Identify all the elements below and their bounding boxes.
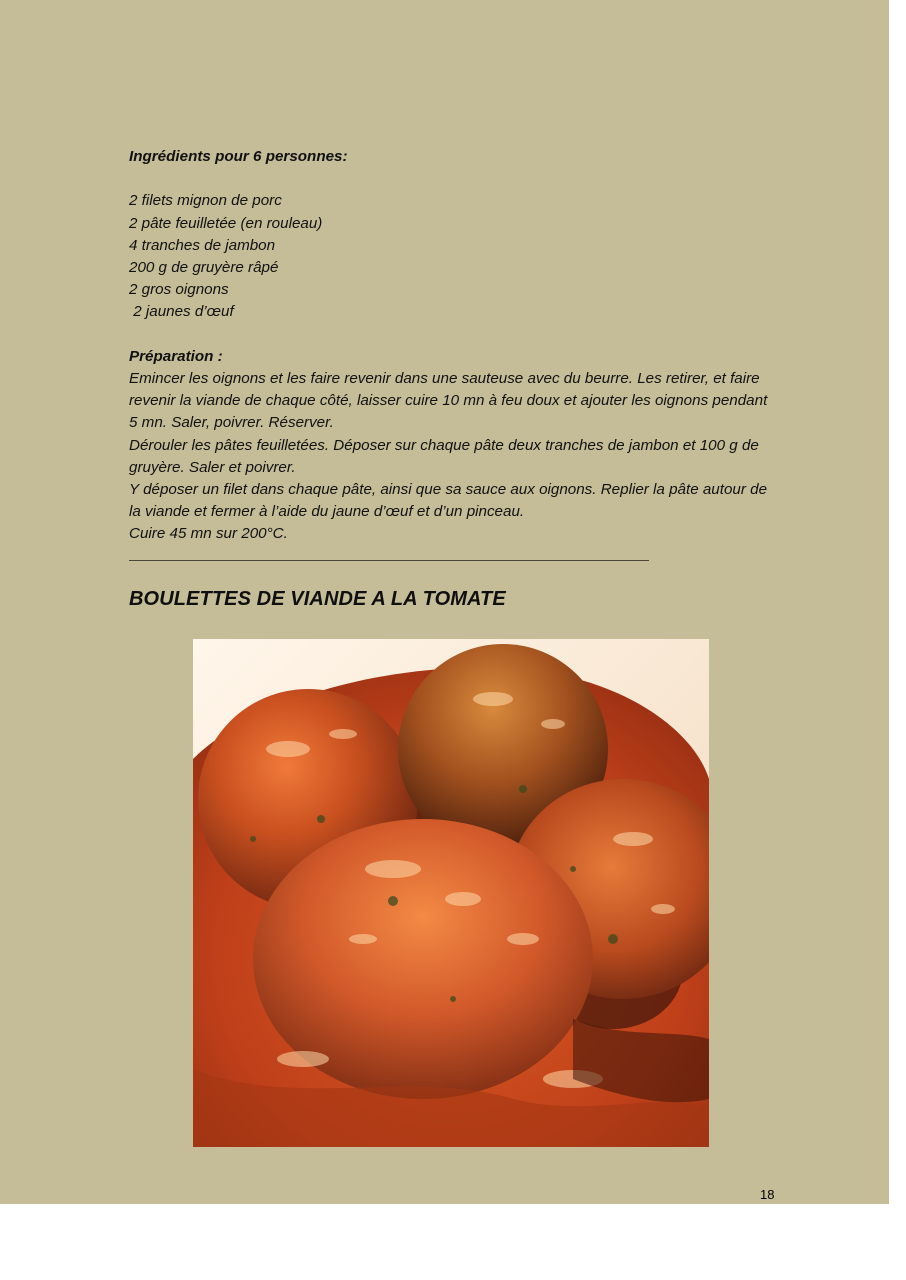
recipe-body bbox=[129, 146, 779, 546]
ingredient-item: 2 jaunes d’œuf bbox=[129, 303, 234, 321]
spacer bbox=[129, 168, 779, 190]
meatballs-illustration bbox=[193, 639, 709, 1147]
preparation-step: Cuire 45 mn sur 200°C. bbox=[129, 525, 288, 543]
spacer bbox=[129, 324, 779, 346]
section-divider bbox=[129, 560, 649, 561]
meatballs-photo bbox=[193, 639, 709, 1147]
ingredients-heading: Ingrédients pour 6 personnes: bbox=[129, 148, 348, 165]
preparation-step: Y déposer un filet dans chaque pâte, ainsi que sa sauce aux oignons. Replier la pâte autour de la viande et fermer à l’aide du jaune d’œuf et d’un pinceau. bbox=[129, 481, 768, 521]
ingredient-item: 4 tranches de jambon bbox=[129, 236, 276, 254]
preparation-step: Emincer les oignons et les faire revenir dans une sauteuse avec du beurre. Les retirer, et faire revenir la viande de chaque côté, laisser cuire 10 mn à feu doux et ajouter les oignons pendant 5 mn. Saler, poivrer. Réserver. bbox=[129, 370, 768, 432]
preparation-step: Dérouler les pâtes feuilletées. Déposer sur chaque pâte deux tranches de jambon et 100 g de gruyère. Saler et poivrer. bbox=[129, 436, 759, 476]
ingredient-item: 2 gros oignons bbox=[129, 281, 229, 299]
page-number: 18 bbox=[760, 1187, 775, 1202]
ingredient-item: 2 pâte feuilletée (en rouleau) bbox=[129, 214, 323, 232]
recipe-title: BOULETTES DE VIANDE A LA TOMATE bbox=[129, 588, 506, 610]
preparation-heading: Préparation : bbox=[129, 347, 223, 365]
ingredient-item: 2 filets mignon de porc bbox=[129, 192, 282, 210]
ingredient-item: 200 g de gruyère râpé bbox=[129, 259, 279, 276]
